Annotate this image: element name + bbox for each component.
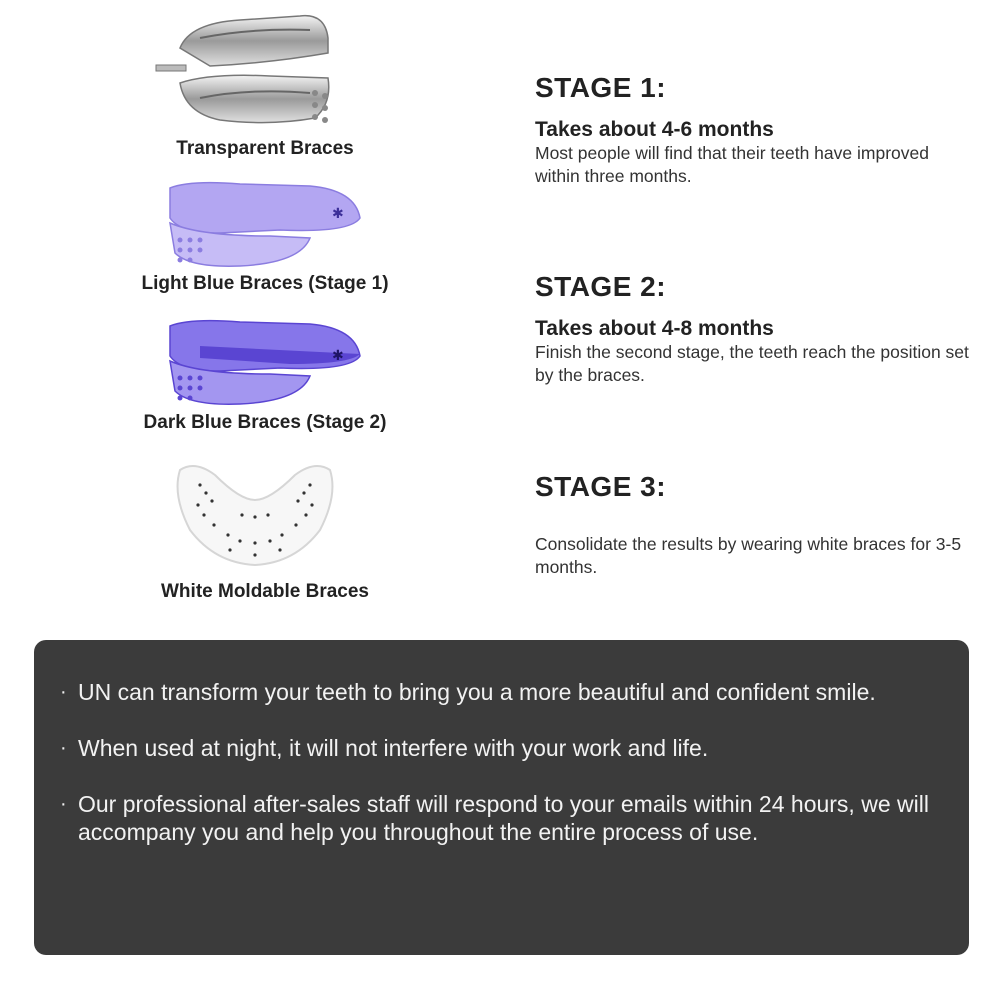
info-item [60, 734, 929, 762]
stage-description: Consolidate the results by wearing white braces for 3-5 months. [535, 534, 962, 577]
info-text: UN can transform your teeth to bring you a more beautiful and confident smile. [78, 679, 876, 705]
light-blue-braces-icon [160, 178, 370, 273]
transparent-braces-icon [150, 8, 370, 133]
stage-description: Most people will find that their teeth have improved within three months. [535, 143, 929, 186]
info-item [60, 790, 929, 846]
product-light-blue-braces [100, 178, 430, 298]
stage-description: Finish the second stage, the teeth reach the position set by the braces. [535, 342, 969, 385]
stage-title: STAGE 1: [535, 72, 667, 103]
stage-3 [535, 471, 975, 579]
product-caption: White Moldable Braces [161, 581, 369, 602]
info-list [34, 640, 969, 846]
white-moldable-braces-icon [170, 455, 340, 570]
stage-1 [535, 72, 975, 188]
bullet-icon: · [60, 793, 67, 815]
product-caption: Light Blue Braces (Stage 1) [141, 273, 389, 294]
product-caption: Dark Blue Braces (Stage 2) [143, 412, 387, 433]
stage-title: STAGE 2: [535, 271, 667, 302]
product-transparent-braces [100, 8, 430, 168]
stage-duration: Takes about 4-8 months [535, 317, 774, 340]
dark-blue-braces-icon [160, 316, 370, 411]
product-dark-blue-braces [100, 316, 430, 436]
info-panel [34, 640, 969, 955]
bullet-icon: · [60, 681, 67, 703]
stage-2 [535, 271, 975, 387]
svg-text:✱: ✱ [332, 206, 344, 222]
product-caption: Transparent Braces [176, 138, 354, 159]
bullet-icon: · [60, 737, 67, 759]
info-text: When used at night, it will not interfere with your work and life. [78, 735, 709, 761]
info-item [60, 678, 929, 706]
svg-text:✱: ✱ [332, 348, 344, 364]
info-text: Our professional after-sales staff will respond to your emails within 24 hours, we will accompany you and help you throughout the entire process of use. [78, 791, 929, 845]
stage-duration: Takes about 4-6 months [535, 118, 774, 141]
product-white-moldable-braces [100, 455, 430, 605]
stage-title: STAGE 3: [535, 471, 667, 502]
